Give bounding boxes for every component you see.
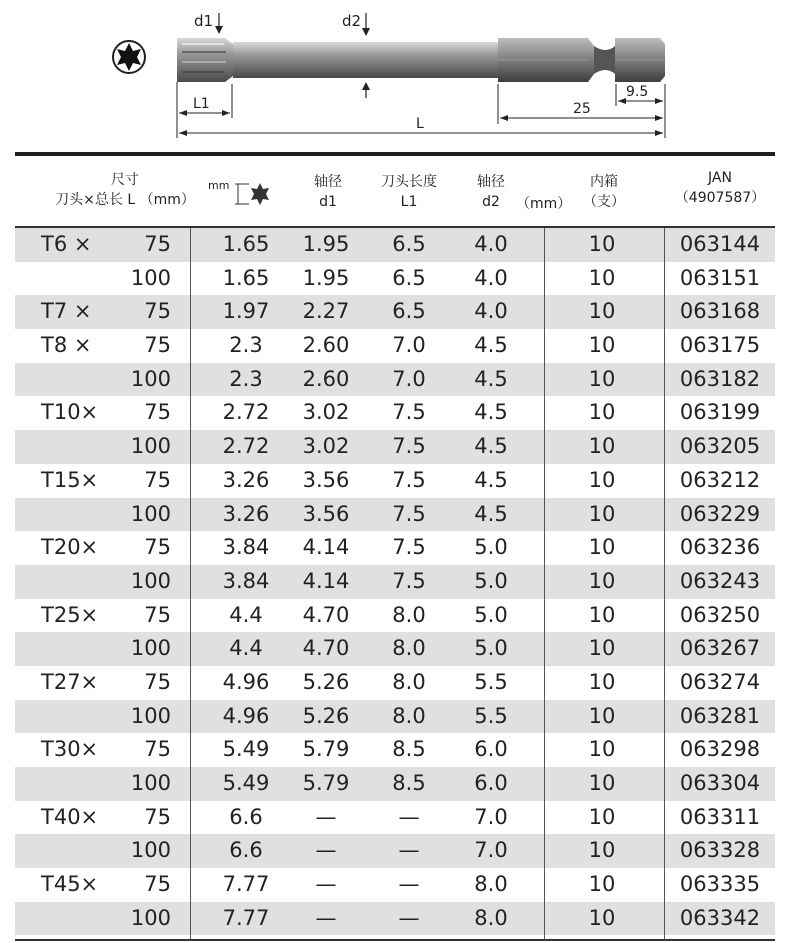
jan-cell: 063274 — [679, 669, 761, 694]
l1-cell: 7.0 — [392, 333, 426, 358]
d1-cell: — — [315, 872, 337, 897]
d1-cell: — — [315, 905, 337, 930]
d2-cell: 4.5 — [474, 400, 508, 425]
tip-size-cell: 4.4 — [229, 636, 263, 661]
length-cell: 100 — [130, 265, 171, 290]
d2-cell: 4.5 — [474, 366, 508, 391]
tip-size-cell: 3.84 — [222, 535, 270, 560]
d2-cell: 8.0 — [474, 905, 508, 930]
l1-cell: 7.5 — [392, 467, 426, 492]
tip-size-cell: 3.84 — [222, 568, 270, 593]
l1-cell: 7.5 — [392, 568, 426, 593]
d2-cell: 4.0 — [474, 299, 508, 324]
l1-cell: 8.0 — [392, 703, 426, 728]
d1-cell: 4.70 — [302, 636, 350, 661]
jan-cell: 063199 — [679, 400, 761, 425]
header-d1 — [296, 158, 360, 226]
size-cell: T6 × — [41, 232, 92, 256]
size-cell: T40× — [41, 804, 99, 829]
length-cell: 75 — [144, 602, 171, 627]
header-size-line1: 尺寸 — [111, 172, 139, 188]
table-row — [15, 700, 775, 734]
quantity-cell: 10 — [588, 265, 616, 290]
tip-size-cell: 7.77 — [222, 872, 270, 897]
column-divider-qty — [664, 228, 665, 939]
d2-cell: 7.0 — [474, 804, 508, 829]
header-l1-line1: 刀头长度 — [381, 174, 437, 190]
length-cell: 75 — [144, 535, 171, 560]
jan-cell: 063335 — [679, 872, 761, 897]
l1-cell: 8.0 — [392, 669, 426, 694]
d1-cell: 2.60 — [302, 333, 350, 358]
size-cell: T10× — [41, 400, 99, 425]
torx-profile-icon — [113, 41, 145, 73]
d2-cell: 4.0 — [474, 232, 508, 256]
tip-size-cell: 1.65 — [222, 265, 270, 290]
l1-cell: — — [398, 872, 420, 897]
table-row — [15, 498, 775, 532]
tip-size-cell: 2.3 — [229, 333, 263, 358]
header-d2 — [466, 158, 516, 226]
column-divider-dims — [544, 228, 545, 939]
jan-cell: 063342 — [679, 905, 761, 930]
quantity-cell: 10 — [588, 669, 616, 694]
length-cell: 100 — [130, 905, 171, 930]
size-cell: T27× — [41, 669, 99, 694]
tip-size-cell: 5.49 — [222, 771, 270, 795]
d1-cell: 2.60 — [302, 366, 350, 391]
l1-label: L1 — [193, 96, 210, 112]
jan-cell: 063144 — [679, 232, 761, 256]
length-cell: 100 — [130, 703, 171, 728]
d2-cell: 5.0 — [474, 602, 508, 627]
jan-cell: 063250 — [679, 602, 761, 627]
quantity-cell: 10 — [588, 804, 616, 829]
quantity-cell: 10 — [588, 771, 616, 795]
quantity-cell: 10 — [588, 838, 616, 863]
tip-size-cell: 3.26 — [222, 467, 270, 492]
d1-cell: 4.70 — [302, 602, 350, 627]
torx-tip-width-icon — [234, 180, 276, 208]
tip-size-cell: 5.49 — [222, 737, 270, 762]
length-cell: 100 — [130, 434, 171, 459]
length-cell: 75 — [144, 669, 171, 694]
l1-cell: 8.5 — [392, 771, 426, 795]
jan-cell: 063281 — [679, 703, 761, 728]
l1-cell: 7.5 — [392, 501, 426, 526]
table-top-rule — [15, 152, 775, 156]
header-qty — [568, 158, 640, 226]
d1-cell: 4.14 — [302, 535, 350, 560]
table-row — [15, 834, 775, 868]
d2-cell: 5.0 — [474, 568, 508, 593]
length-cell: 100 — [130, 636, 171, 661]
header-jan-line1: JAN — [708, 170, 732, 186]
quantity-cell: 10 — [588, 872, 616, 897]
length-cell: 75 — [144, 400, 171, 425]
tip-size-cell: 4.96 — [222, 703, 270, 728]
header-d2-unit — [516, 158, 572, 226]
d2-cell: 4.5 — [474, 467, 508, 492]
bit-drawing — [177, 38, 665, 82]
d1-cell: 1.95 — [302, 265, 350, 290]
header-size — [30, 158, 220, 226]
tip-size-cell: 4.4 — [229, 602, 263, 627]
quantity-cell: 10 — [588, 232, 616, 256]
table-row — [15, 464, 775, 498]
jan-cell: 063311 — [679, 804, 761, 829]
table-row — [15, 228, 775, 262]
quantity-cell: 10 — [588, 905, 616, 930]
quantity-cell: 10 — [588, 568, 616, 593]
table-row — [15, 531, 775, 565]
length-cell: 75 — [144, 232, 171, 256]
tip-size-cell: 7.77 — [222, 905, 270, 930]
d2-cell: 4.5 — [474, 501, 508, 526]
table-row — [15, 599, 775, 633]
d2-cell: 4.5 — [474, 434, 508, 459]
header-d2-line2: d2 — [482, 194, 500, 210]
tip-size-cell: 6.6 — [229, 804, 263, 829]
d2-cell: 5.5 — [474, 703, 508, 728]
length-cell: 75 — [144, 333, 171, 358]
size-cell: T15× — [41, 467, 99, 492]
table-row — [15, 295, 775, 329]
total-length-label: L — [416, 116, 424, 132]
bit-dimension-diagram — [0, 0, 790, 150]
quantity-cell: 10 — [588, 467, 616, 492]
length-cell: 75 — [144, 299, 171, 324]
d1-cell: 5.26 — [302, 703, 350, 728]
quantity-cell: 10 — [588, 602, 616, 627]
table-row — [15, 396, 775, 430]
table-row — [15, 868, 775, 902]
jan-cell: 063236 — [679, 535, 761, 560]
jan-cell: 063205 — [679, 434, 761, 459]
d2-cell: 4.0 — [474, 265, 508, 290]
l1-cell: 6.5 — [392, 265, 426, 290]
length-cell: 100 — [130, 501, 171, 526]
quantity-cell: 10 — [588, 501, 616, 526]
header-tip-size — [208, 158, 278, 226]
table-row — [15, 801, 775, 835]
quantity-cell: 10 — [588, 434, 616, 459]
tip-size-cell: 2.3 — [229, 366, 263, 391]
l1-cell: 6.5 — [392, 299, 426, 324]
table-row — [15, 666, 775, 700]
jan-cell: 063298 — [679, 737, 761, 762]
tip-size-cell: 2.72 — [222, 434, 270, 459]
tip-size-cell: 1.97 — [222, 299, 270, 324]
tip-size-cell: 3.26 — [222, 501, 270, 526]
l1-cell: — — [398, 804, 420, 829]
quantity-cell: 10 — [588, 299, 616, 324]
size-cell: T20× — [41, 535, 99, 560]
length-cell: 100 — [130, 838, 171, 863]
d2-cell: 4.5 — [474, 333, 508, 358]
length-cell: 75 — [144, 872, 171, 897]
d1-label: d1 — [194, 12, 214, 30]
quantity-cell: 10 — [588, 636, 616, 661]
jan-cell: 063243 — [679, 568, 761, 593]
size-cell: T45× — [41, 872, 99, 897]
d1-cell: 2.27 — [302, 299, 350, 324]
d2-cell: 5.5 — [474, 669, 508, 694]
size-cell: T30× — [41, 737, 99, 762]
size-cell: T7 × — [41, 299, 92, 324]
l1-cell: — — [398, 905, 420, 930]
l1-cell: 7.0 — [392, 366, 426, 391]
d1-cell: 3.56 — [302, 501, 350, 526]
tip-size-cell: 1.65 — [222, 232, 270, 256]
jan-cell: 063304 — [679, 771, 761, 795]
l1-cell: 6.5 — [392, 232, 426, 256]
header-d2-line1: 轴径 — [477, 174, 505, 190]
header-qty-line2: （支） — [583, 194, 625, 210]
tip-size-cell: 6.6 — [229, 838, 263, 863]
length-cell: 100 — [130, 568, 171, 593]
table-row — [15, 262, 775, 296]
length-cell: 100 — [130, 366, 171, 391]
column-divider-size — [190, 228, 191, 939]
jan-cell: 063182 — [679, 366, 761, 391]
table-row — [15, 430, 775, 464]
spec-table-body — [15, 228, 775, 935]
size-cell: T25× — [41, 602, 99, 627]
quantity-cell: 10 — [588, 737, 616, 762]
d2-cell: 6.0 — [474, 771, 508, 795]
d2-cell: 8.0 — [474, 872, 508, 897]
header-l1-line2: L1 — [400, 194, 418, 210]
table-row — [15, 767, 775, 801]
table-row — [15, 565, 775, 599]
l1-cell: 8.0 — [392, 636, 426, 661]
d1-cell: 5.26 — [302, 669, 350, 694]
d2-cell: 5.0 — [474, 535, 508, 560]
header-l1 — [370, 158, 448, 226]
d1-cell: 5.79 — [302, 771, 350, 795]
header-qty-line1: 内箱 — [590, 174, 618, 190]
table-row — [15, 329, 775, 363]
length-cell: 100 — [130, 771, 171, 795]
header-jan-line2: （4907587） — [674, 190, 766, 206]
quantity-cell: 10 — [588, 535, 616, 560]
d2-cell: 7.0 — [474, 838, 508, 863]
jan-cell: 063175 — [679, 333, 761, 358]
d2-cell: 6.0 — [474, 737, 508, 762]
tip-size-cell: 4.96 — [222, 669, 270, 694]
dim-9-5-label: 9.5 — [626, 84, 649, 100]
jan-cell: 063168 — [679, 299, 761, 324]
l1-cell: — — [398, 838, 420, 863]
quantity-cell: 10 — [588, 366, 616, 391]
header-tip-unit: mm — [208, 179, 230, 192]
jan-cell: 063212 — [679, 467, 761, 492]
jan-cell: 063328 — [679, 838, 761, 863]
d1-cell: — — [315, 804, 337, 829]
jan-cell: 063151 — [679, 265, 761, 290]
header-jan — [664, 158, 776, 226]
quantity-cell: 10 — [588, 400, 616, 425]
quantity-cell: 10 — [588, 333, 616, 358]
length-cell: 75 — [144, 467, 171, 492]
size-cell: T8 × — [41, 333, 92, 358]
quantity-cell: 10 — [588, 703, 616, 728]
header-size-line2: 刀头×总长 L （mm） — [55, 192, 195, 208]
dim-25-label: 25 — [573, 101, 591, 117]
d1-cell: 3.02 — [302, 434, 350, 459]
l1-cell: 8.5 — [392, 737, 426, 762]
d2-cell: 5.0 — [474, 636, 508, 661]
d1-cell: 3.02 — [302, 400, 350, 425]
jan-cell: 063267 — [679, 636, 761, 661]
header-d1-line1: 轴径 — [314, 174, 342, 190]
jan-cell: 063229 — [679, 501, 761, 526]
d2-label: d2 — [342, 12, 362, 30]
table-row — [15, 632, 775, 666]
tip-size-cell: 2.72 — [222, 400, 270, 425]
d1-cell: 4.14 — [302, 568, 350, 593]
length-cell: 75 — [144, 737, 171, 762]
table-row — [15, 363, 775, 397]
l1-cell: 7.5 — [392, 434, 426, 459]
l1-cell: 7.5 — [392, 400, 426, 425]
l1-cell: 8.0 — [392, 602, 426, 627]
length-cell: 75 — [144, 804, 171, 829]
d1-cell: 5.79 — [302, 737, 350, 762]
l1-cell: 7.5 — [392, 535, 426, 560]
table-row — [15, 733, 775, 767]
d1-cell: 1.95 — [302, 232, 350, 256]
d1-cell: — — [315, 838, 337, 863]
table-bottom-rule — [15, 939, 775, 941]
header-d1-line2: d1 — [319, 194, 337, 210]
table-row — [15, 902, 775, 936]
d1-cell: 3.56 — [302, 467, 350, 492]
header-d2-unit-text: （mm） — [516, 196, 572, 212]
